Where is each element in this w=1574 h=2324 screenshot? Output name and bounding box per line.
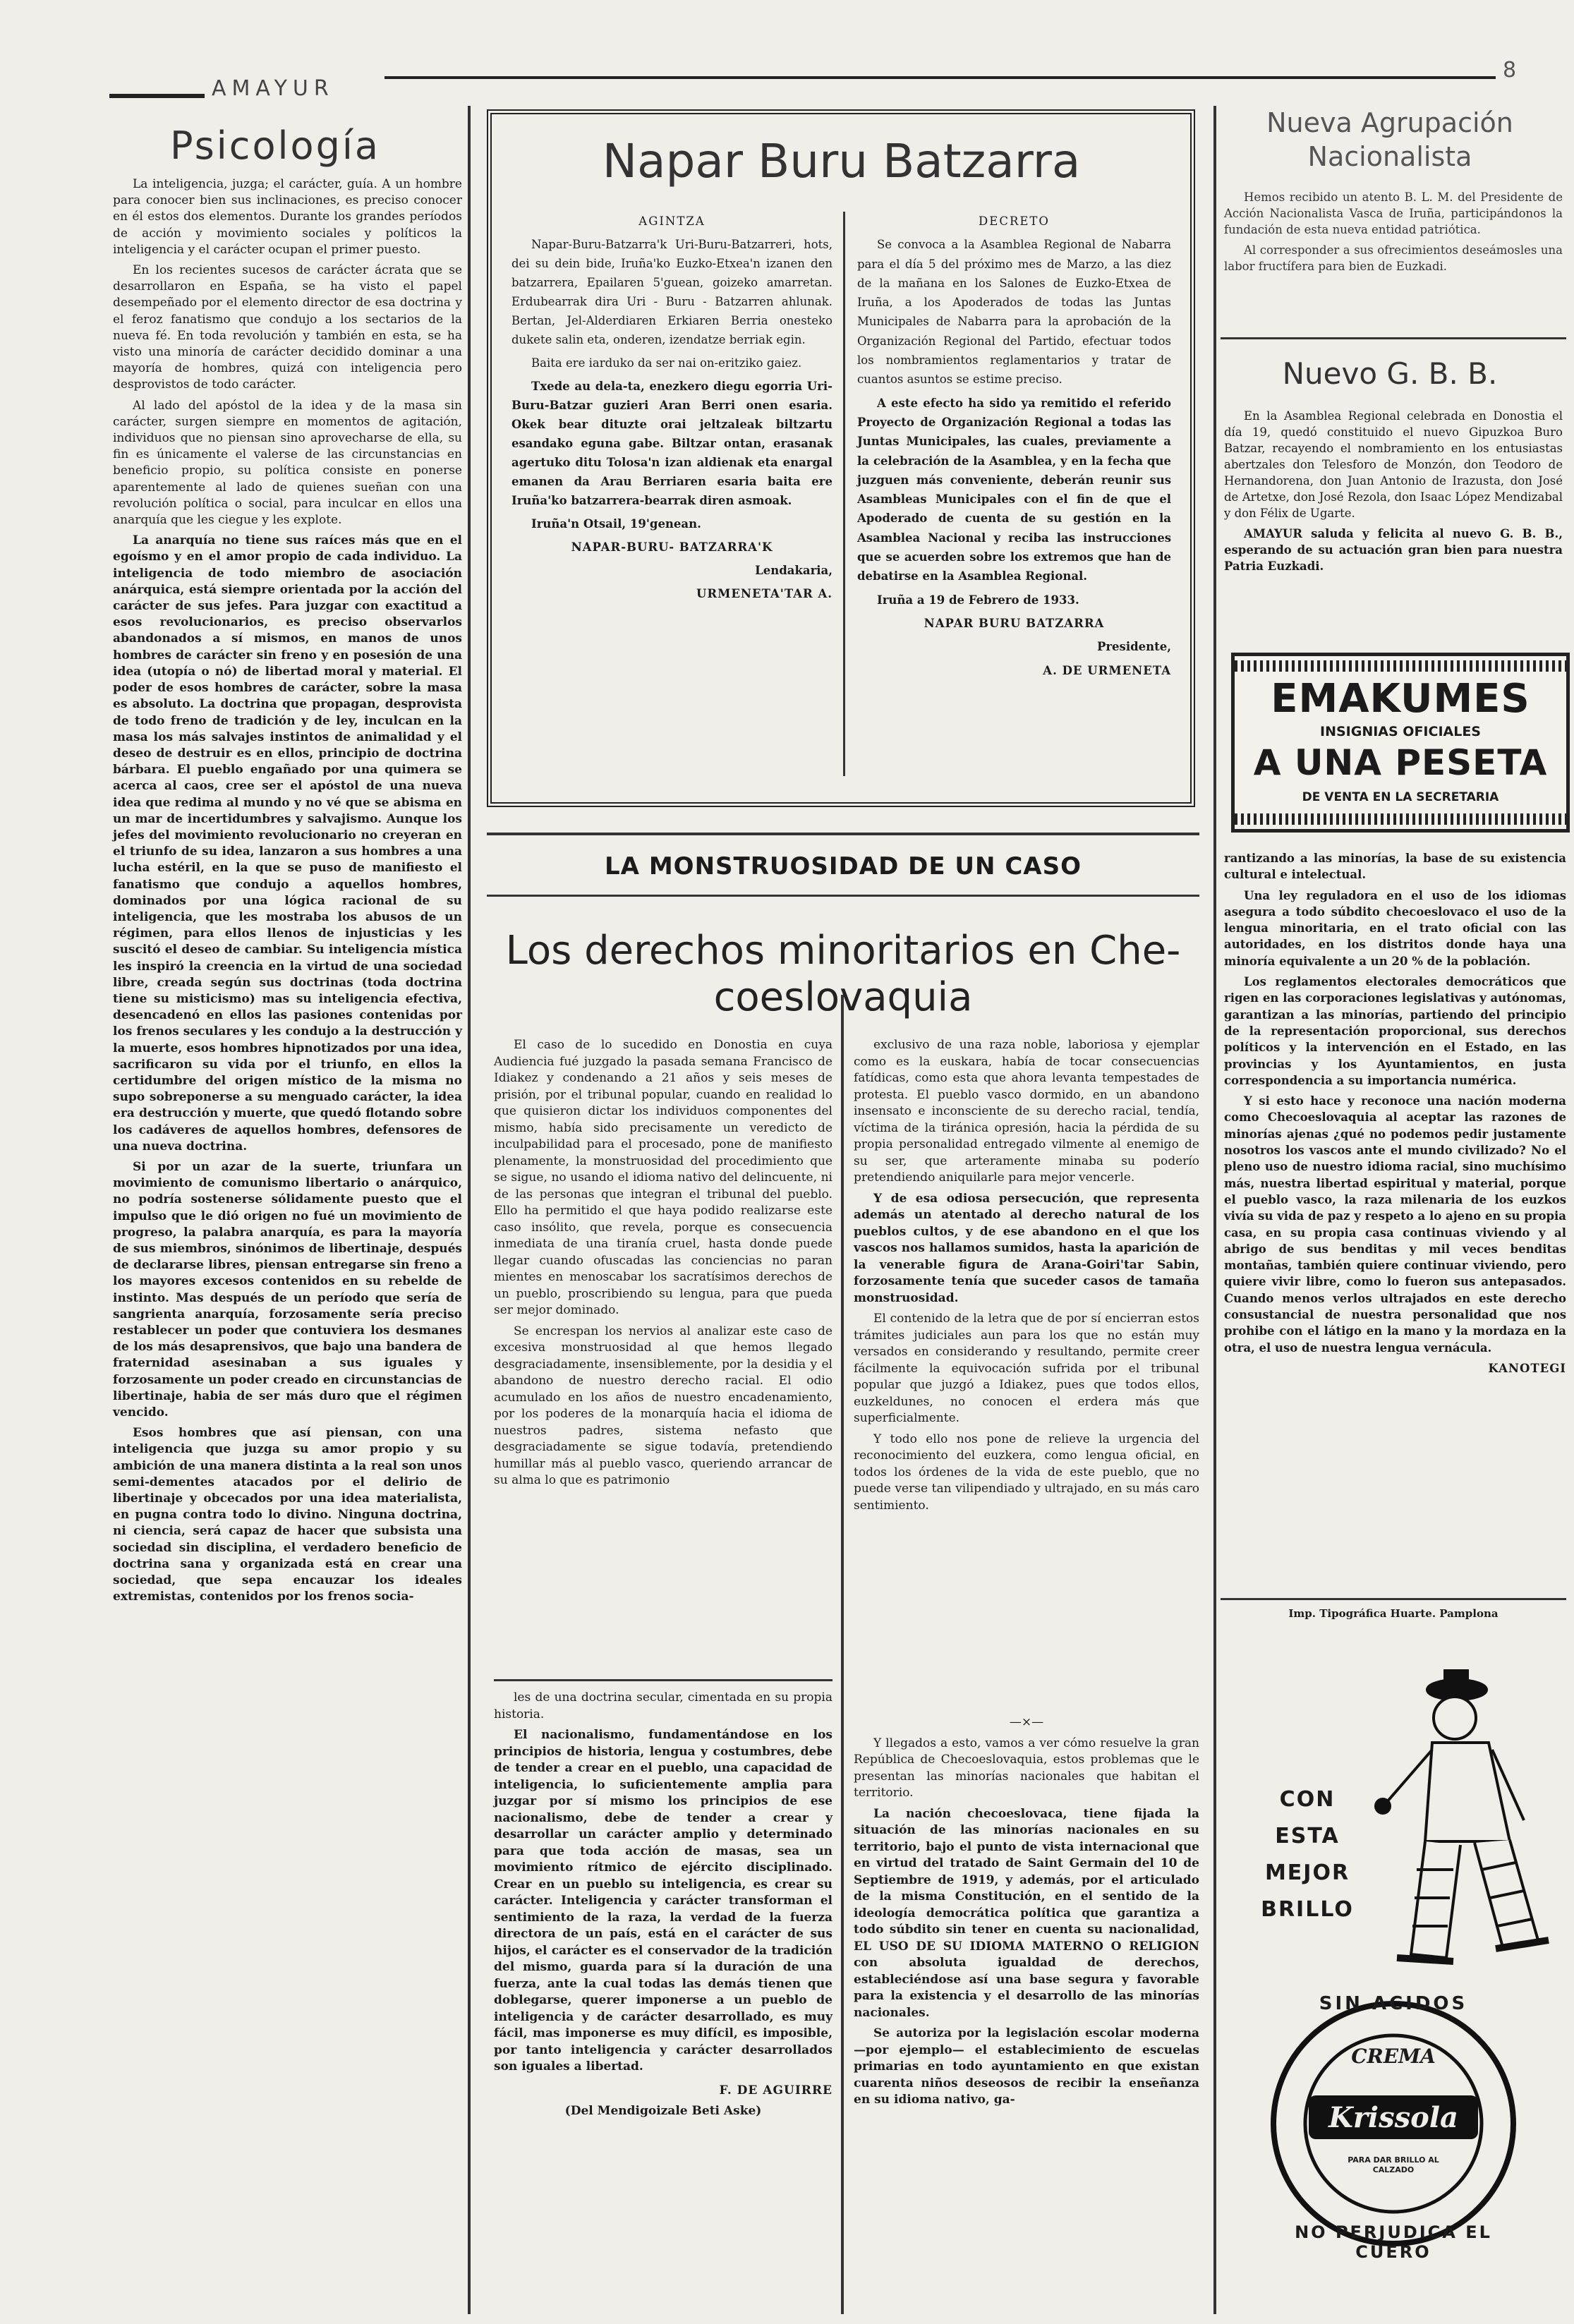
column-divider-2 xyxy=(841,995,844,2314)
signature-name: URMENETA'TAR A. xyxy=(696,587,833,600)
slogan-line: ESTA xyxy=(1275,1824,1340,1848)
paragraph: La inteligencia, juzga; el carácter, guía. A un hombre para conocer bien sus inclinaciones, es preciso conocer en él estos dos elementos. Durante los grandes períodos de acción y movimiento sociales y políticos la inteligencia y el carácter ocupan el primer puesto. xyxy=(113,177,462,257)
paragraph: AMAYUR saluda y felicita al nuevo G. B. B., esperando de su actuación gran bien para nuestra Patria Euzkadi. xyxy=(1224,527,1563,573)
agintza-column xyxy=(511,212,833,607)
mascot-figure-icon xyxy=(1376,1671,1549,1961)
paragraph: En los recientes sucesos de carácter ácrata que se desarrollaron en España, se ha visto el papel desempeñado por el elemento director de esa doctrina y el feroz fanatismo que condujo a los sectarios de la nueva fé. En toda revolución y también en esta, se ha visto una minoría de carácter decidido dominar a una mayoría de hombres, quizá con inteligencia pero desprovistos de todo carácter. xyxy=(113,263,462,392)
ad-emakumes-price: A UNA PESETA xyxy=(1253,742,1548,783)
paragraph: A este efecto ha sido ya remitido el referido Proyecto de Organización Regional a todas las Juntas Municipales, las cuales, previamente a la celebración de la Asamblea, y en la fecha que juzguen más conveniente, deberán reunir sus Asambleas Municipales con el fin de que el Apoderado de cuenta de su gestión en la Asamblea Nacional y reciba las instrucciones que se acuerden sobre los extremos que han de debatirse en la Asamblea Regional. xyxy=(857,396,1171,583)
paragraph: Los reglamentos electorales democráticos que rigen en las corporaciones legislativas y autónomas, garantizan a las minorías, partiendo del principio de la representación proporcional, sus derechos políticos y la intervención en el Estado, en las provincias y los Ayuntamientos, en justa correspondencia a su importancia numérica. xyxy=(1224,975,1566,1087)
masthead-rule-right xyxy=(385,76,1496,79)
paragraph: Baita ere iarduko da ser nai on-eritziko gaiez. xyxy=(531,356,802,370)
paragraph: Y todo ello nos pone de relieve la urgencia del reconocimiento del euzkera, como lengua oficial, en todos los órdenes de la vida de este pueblo, que no puede verse tan vilipendiado y ultrajado, en su más caro sentimiento. xyxy=(854,1432,1199,1513)
feature-column-b xyxy=(854,1037,1199,1518)
nuevo-gbb-title: Nuevo G. B. B. xyxy=(1282,356,1498,391)
paragraph: exclusivo de una raza noble, laboriosa y ejemplar como es la euskara, había de tocar consecuencias fatídicas, como esta que ahora levanta tempestades de protesta. El pueblo vasco dormido, en un abandono insensato e inconsciente de su derecho racial, tendía, víctima de la tiránica opresión, hacia la pérdida de su propia personalidad entregado vilmente al enemigo de su ser, que arteramente minaba su poderío pretendiendo aniquilarle para mejor vencerle. xyxy=(854,1038,1199,1185)
ad-krissola-ring-bottom: NO PERJUDICA EL CUERO xyxy=(1295,2222,1492,2262)
box-divider xyxy=(843,212,845,776)
ad-krissola-brand: Krissola xyxy=(1328,2101,1458,2134)
signature-role: Presidente, xyxy=(1096,640,1171,654)
masthead-rule-left xyxy=(109,94,205,98)
slogan-line: BRILLO xyxy=(1261,1897,1354,1922)
signature-org: NAPAR BURU BATZARRA xyxy=(924,616,1105,630)
slogan-line: CON xyxy=(1279,1787,1336,1812)
section-separator: —×— xyxy=(1009,1715,1044,1729)
continuation-signature: KANOTEGI xyxy=(1488,1361,1566,1375)
printer-credit: Imp. Tipográfica Huarte. Pamplona xyxy=(1288,1607,1499,1620)
paragraph: Hemos recibido un atento B. L. M. del Presidente de Acción Nacionalista Vasca de Iruña, participándonos la fundación de esta nueva entidad patriótica. xyxy=(1224,190,1563,236)
masthead-name: AMAYUR xyxy=(212,76,334,101)
feature-continuation xyxy=(1224,850,1566,1381)
feature-kicker-rule xyxy=(487,895,1199,897)
article-signature-note: (Del Mendigoizale Beti Aske) xyxy=(564,2104,762,2118)
ad-krissola-illustration xyxy=(1221,1658,1566,2314)
ad-emakumes-subtitle: INSIGNIAS OFICIALES xyxy=(1320,724,1481,739)
ad-krissola-ring-top: SIN ACIDOS xyxy=(1319,1993,1468,2014)
box-title: Napar Buru Batzarra xyxy=(602,134,1081,188)
paragraph: Esos hombres que así piensan, con una inteligencia que juzga su amor propio y su ambición de una manera distinta a la real son unos semi-dementes atacados por el delirio de libertinaje y obcecados por una idea materialista, en pugna contra todo lo divino. Ninguna doctrina, ni ciencia, será capaz de hacer que subsista una sociedad sin disciplina, el verdadero beneficio de doctrina sana y organizada está en crear una sociedad, que sepa encauzar los ideales extremistas, contenidos por los frenos socia- xyxy=(113,1426,462,1604)
paragraph: El contenido de la letra que de por sí encierran estos trámites judiciales aun para los que no están muy versados en considerando y resultando, permite creer fácilmente la equivocación sufrida por el tribunal popular que juzgó a Idiakez, pues que todos ellos, euzkeldunes, no conocen el erdera más que superficialmente. xyxy=(854,1312,1199,1425)
paragraph: Una ley reguladora en el uso de los idiomas asegura a todo súbdito checoeslovaco el uso de la lengua minoritaria, en el trato oficial con las autoridades, en los distritos donde haya una minoría equivalente a un 20 % de la población. xyxy=(1224,888,1566,968)
article-signature: F. DE AGUIRRE xyxy=(719,2083,833,2098)
paragraph: Si por un azar de la suerte, triunfara un movimiento de comunismo libertario o anárquico, no podría sostenerse sólidamente puesto que el impulso que le dió origen no fué un movimiento de progreso, la palabra anarquía, es para la mayoría de sus miembros, sinónimos de libertinaje, después de declararse libres, piensan entregarse sin freno a los mayores excesos contenidos en su rebelde de instinto. Mas después de un período que sería de sangrienta anarquía, forzosamente sería preciso restablecer un poder que contuviera los desmanes de los más desaprensivos, que bajo una bandera de fraternidad asesinaban a sus iguales y forzosamente un poder creado en circunstancias de libertinaje, habia de ser más duro que el régimen vencido. xyxy=(113,1159,462,1420)
paragraph: Y de esa odiosa persecución, que representa además un atentado al derecho natural de los pueblos cultos, y de ese abandono en el que los vascos nos hallamos sumidos, hasta la aparición de la venerable figura de Arana-Goiri'tar Sabin, forzosamente tenía que suceder casos de tamaña monstruosidad. xyxy=(854,1191,1199,1305)
feature-title-line2: coeslovaquia xyxy=(713,974,973,1020)
feature-top-rule xyxy=(487,833,1199,835)
nuevo-gbb-body xyxy=(1224,408,1563,579)
place-date: Iruña a 19 de Febrero de 1933. xyxy=(877,593,1079,607)
paragraph: La nación checoeslovaca, tiene fijada la situación de las minorías nacionales en su territorio, bajo el punto de vista internacional que en virtud del tratado de Saint Germain del 10 de Septiembre de 1919, y además, por el articulado de la misma Constitución, en el sentido de la ideología democrática política que garantiza a todo súbdito sin tener en cuenta su nacionalidad, EL USO DE SU IDIOMA MATERNO O RELIGION con absoluta igualdad de derechos, estableciéndose así una base segura y favorable para la existencia y el desarrollo de las minorías nacionales. xyxy=(854,1806,1199,2020)
feature-column-a2 xyxy=(494,1690,833,2124)
ad-emakumes-venue: DE VENTA EN LA SECRETARIA xyxy=(1302,790,1499,804)
ad-krissola-brand-top: CREMA xyxy=(1351,2045,1436,2068)
paragraph: Napar-Buru-Batzarra'k Uri-Buru-Batzarreri, hots, dei su dein bide, Iruña'ko Euzko-Etxea'n izanen den batzarrera, Epailaren 5'guean, goizeko amarretan. Erdubearrak dira Uri - Buru - Batzarren ahlunak. Bertan, Jel-Alderdiaren Erkiaren Berria onesteko dukete salin eta, onderen, izendatze berriak egin. xyxy=(511,238,833,346)
emakumes-advertisement xyxy=(1231,653,1570,833)
paragraph: Se autoriza por la legislación escolar moderna —por ejemplo— el establecimiento de escuelas primarias en todo ayuntamiento en que existan cuarenta niños deseosos de recibir la enseñanza en su idioma nativo, ga- xyxy=(854,2026,1199,2107)
nueva-agrupacion-title: Nueva Agrupación Nacionalista xyxy=(1266,107,1513,172)
paragraph: Y llegados a esto, vamos a ver cómo resuelve la gran República de Checoeslovaquia, estos problemas que le presentan las minorías nacionales que habitan el territorio. xyxy=(854,1736,1199,1800)
paragraph: rantizando a las minorías, la base de su existencia cultural e intelectual. xyxy=(1224,852,1566,882)
page-number: 8 xyxy=(1503,58,1517,83)
paragraph: Se encrespan los nervios al analizar este caso de excesiva monstruosidad al que hemos llegado desgraciadamente, insensiblemente, por la desidia y el abandono de nuestro derecho racial. El odio acumulado en los años de nuestro encadenamiento, por los poderes de la monarquía hacia el idioma de nuestros padres, sistema nefasto que desgraciadamente se sigue todavía, pretendiendo humillar más al pueblo vasco, queriendo arrancar de su alma lo que es patrimonio xyxy=(494,1324,833,1487)
agintza-heading: AGINTZA xyxy=(638,214,706,228)
col4-rule-2 xyxy=(1221,1598,1566,1600)
krissola-advertisement xyxy=(1221,1658,1566,2314)
slogan-line: MEJOR xyxy=(1264,1860,1350,1885)
paragraph: Al corresponder a sus ofrecimientos deseámosles una labor fructífera para bien de Euzkadi. xyxy=(1224,243,1563,273)
paragraph: El caso de lo sucedido en Donostia en cuya Audiencia fué juzgado la pasada semana Francisco de Idiakez y condenando a 21 años y seis meses de prisión, por el tribunal popular, cuando en realidad lo que quisieron dictar los individuos componentes del mismo, había sido precisamente un veredicto de inculpabilidad para el procesado, pone de manifiesto plenamente, la monstruosidad del procedimiento que se sigue, no usando el idioma nativo del delincuente, ni de las personas que integran el tribunal del pueblo. Ello ha permitido el que haya podido realizarse este caso insólito, que revela, porque es consecuencia inmediata de una tiranía cruel, hasta donde puede llegar cuando ofuscadas las conciencias no paran mientes en menoscabar los sacratísimos derechos de un pueblo, proscribiendo su lengua, para que pueda ser mejor dominado. xyxy=(494,1038,833,1317)
ad-border-bottom xyxy=(1235,813,1566,825)
signature-name: A. DE URMENETA xyxy=(1043,663,1171,677)
psicologia-title: Psicología xyxy=(170,123,380,168)
paragraph: La anarquía no tiene sus raíces más que en el egoísmo y en el amor propio de cada individuo. La inteligencia de todo miembro de asociación anárquica, está siempre orientada por la acción del carácter de sus jefes. Para juzgar con exactitud a esos revolucionarios, es preciso observarlos abandonados a sí mismos, en manos de unos hombres de carácter sin freno y en posesión de una idea (utopía o nó) de libertad moral y material. El poder de esos hombres de carácter, sobre la masa es absoluto. La doctrina que propagan, desprovista de todo freno de tradición y de ley, inculcan en la masa los más salvajes instintos de animalidad y el deseo de destruir es en ellos, principio de doctrina bárbara. El pueblo engañado por una quimera se acerca al caos, cree ser el apóstol de una nueva idea que redima al mundo y no vé que se abisma en un mar de incertidumbres y salvajismo. Aunque los jefes del movimiento revolucionario no creyeran en el triunfo de su idea, lanzaron a sus hombres a una lucha estéril, en la que se puso de manifiesto el fanatismo que condujo a aquellos hombres, dominados por una lógica racional de su inteligencia, que les mostraba los abusos de un régimen, para ellos llenos de injusticias y les suscitó el deseo de cambiar. Su inteligencia mística les inspiró la creencia en la virtud de una sociedad libre, creada según sus doctrinas (toda doctrina tiene su misticismo) mas su inteligencia efectiva, desencadenó en ellos las pasiones contenidas por los frenos seculares y les condujo a la destrucción y la muerte, esos hombres hipnotizados por una idea, sacrificaron su vida por el triunfo, en ellos la certidumbre del origen místico de la misma no supo sobreponerse a su menguado carácter, la idea era destrucción y muerte, que quedó flotando sobre los cadáveres de aquellos hombres, defensores de una nueva doctrina. xyxy=(113,533,462,1154)
paragraph: El nacionalismo, fundamentándose en los principios de historia, lengua y costumbres, debe de tender a crear en el pueblo, una capacidad de inteligencia, lo suficientemente amplia para juzgar por sí mismo los principios de ese nacionalismo, debe de tender a crear y desarrollar un carácter amplio y determinado para que toda acción de masas, sea un movimiento rítmico de ejército disciplinado. Crear en un pueblo su inteligencia, es crear su carácter. Inteligencia y carácter transforman el sentimiento de la raza, la verdad de la fuerza directora de un país, está en el carácter de sus hijos, el carácter es el conservador de la tradición del mismo, guarda para sí la duración de una fuerza, ante la cual todas las demás tienen que doblegarse, querer imponerse a un pueblo de inteligencia y de carácter desarrollado, es muy fácil, mas imponerse es muy difícil, es imposible, por tanto inteligencia y carácter desarrollados son iguales a libertad. xyxy=(494,1728,833,2074)
feature-kicker: LA MONSTRUOSIDAD DE UN CASO xyxy=(605,852,1082,880)
feature-title-line1: Los derechos minoritarios en Che- xyxy=(505,928,1181,974)
ad-krissola-center-text: PARA DAR BRILLO AL CALZADO xyxy=(1348,2155,1439,2174)
col4-rule-1 xyxy=(1221,337,1566,339)
decreto-column xyxy=(857,212,1171,684)
column-divider-1 xyxy=(468,106,471,2314)
feature-column-b2 xyxy=(854,1714,1199,2113)
paragraph: Al lado del apóstol de la idea y de la masa sin carácter, surgen siempre en momentos de agitación, individuos que no piensan sino aprovecharse de ella, su fin es únicamente el valerse de las circunstancias en beneficio propio, su política consiste en ponerse aparentemente al lado de quienes sueñan con una revolución política o social, para inculcar en ellos una anarquía que les ciegue y les explote. xyxy=(113,398,462,528)
paragraph: Se convoca a la Asamblea Regional de Nabarra para el día 5 del próximo mes de Marzo, a las diez de la mañana en los Salones de Euzko-Etxea de Iruña, a los Apoderados de todas las Juntas Municipales de Nabarra para la aprobación de la Organización Regional del Partido, efectuar todos los nombramientos reglamentarios y tratar de cuantos asuntos se estime preciso. xyxy=(857,238,1171,387)
feature-title xyxy=(487,928,1199,1021)
feature-column-a xyxy=(494,1037,833,1494)
column-a-break-rule xyxy=(494,1679,833,1681)
ad-border-top xyxy=(1235,660,1566,672)
paragraph: Txede au dela-ta, enezkero diegu egorria Uri-Buru-Batzar guzieri Aran Berri onen esaria. Okek bear dituzte orai jeltzaleak biltzartu esandako eguna gabe. Biltzar ontan, erasanak agertuko ditu Tolosa'n izan aldienak eta enargal emanen da Arau Berriaren esaria baita ere Iruña'ko batzarrera-bearrak diren asmoak. xyxy=(511,380,833,507)
nueva-agrupacion-body xyxy=(1224,189,1563,279)
paragraph: les de una doctrina secular, cimentada en su propia historia. xyxy=(494,1690,833,1721)
place-date: Iruña'n Otsail, 19'genean. xyxy=(531,517,701,531)
signature-role: Lendakaria, xyxy=(755,564,833,577)
paragraph: En la Asamblea Regional celebrada en Donostia el día 19, quedó constituido el nuevo Gipuzkoa Buro Batzar, recayendo el nombramiento en los entusiastas abertzales don Telesforo de Monzón, don Teodoro de Hernandorena, don Juan Antonio de Irazusta, don José de Artetxe, don José Rezola, don Isaac López Mendizabal y don Félix de Ugarte. xyxy=(1224,409,1563,520)
psicologia-body xyxy=(113,176,462,1609)
paragraph: Y si esto hace y reconoce una nación moderna como Checoeslovaquia al aceptar las razones de minorías ajenas ¿qué no podemos pedir justamente nosotros los vascos ante el mundo civilizado? No el pleno uso de nuestro idioma racial, sino muchísimo más, nuestra libertad espiritual y material, porque el pueblo vasco, la raza milenaria de los euzkos vivía su vida de paz y respeto a lo ajeno en su propia casa, en su propia casa continuas viviendo y al abrigo de sus benditas y mil veces benditas montañas, también quiere continuar viviendo, pero quiere vivir libre, como lo fueron sus antepasados. Cuando menos verlos ultrajados en este derecho consustancial de nuestra personalidad que nos prohibe con el látigo en la mano y la mordaza en la otra, el uso de nuestra lengua vernácula. xyxy=(1224,1094,1566,1355)
ad-emakumes-title: EMAKUMES xyxy=(1271,676,1530,722)
decreto-heading: DECRETO xyxy=(979,214,1050,228)
column-divider-3 xyxy=(1213,106,1216,2314)
signature-org: NAPAR-BURU- BATZARRA'K xyxy=(571,540,773,554)
